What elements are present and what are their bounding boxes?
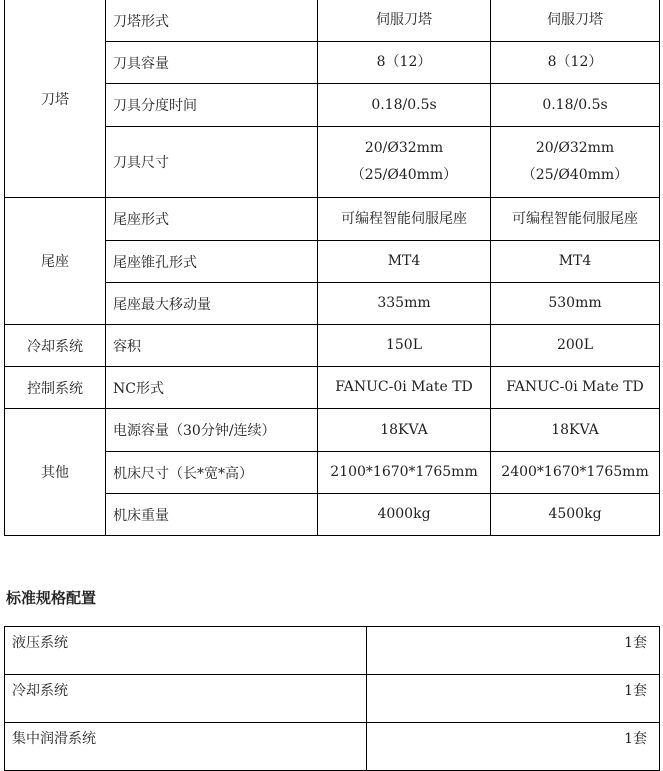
spec-value-line: MT4 [387,253,421,269]
spec-value-model-a [318,0,491,42]
spec-item: 容积 [106,325,318,367]
spec-row [5,367,660,409]
spec-value-line: 可编程智能伺服尾座 [341,210,467,227]
config-name: 液压系统 [5,627,367,675]
spec-value-line: MT4 [558,253,592,269]
config-row [5,723,660,771]
spec-value-line: （25/Ø40mm） [350,167,458,183]
config-quantity: 1套 [367,675,660,723]
spec-item: 尾座最大移动量 [106,283,318,325]
spec-value-model-b [491,198,660,241]
config-quantity: 1套 [367,627,660,675]
spec-value-model-a [318,494,491,536]
spec-value-line: FANUC-0i Mate TD [506,379,644,395]
config-name: 冷却系统 [5,675,367,723]
spec-item: 尾座锥孔形式 [106,241,318,283]
spec-value-line: 8（12） [376,54,432,70]
spec-value-line: 4000kg [377,506,431,522]
spec-table [4,0,660,536]
spec-item: 机床重量 [106,494,318,536]
config-quantity: 1套 [367,723,660,771]
spec-value-model-a [318,367,491,409]
spec-value-line: 伺服刀塔 [376,12,432,28]
spec-row [5,198,660,241]
spec-value-line: 2400*1670*1765mm [501,464,649,480]
spec-row [5,0,660,42]
spec-value-line: 0.18/0.5s [371,96,437,113]
spec-category: 其他 [5,409,106,536]
spec-row [5,325,660,367]
spec-value-line: 18KVA [380,421,428,438]
spec-value-model-b [491,42,660,84]
spec-value-line: 8（12） [547,54,603,70]
standard-config-table [4,626,660,771]
spec-value-line: （25/Ø40mm） [521,167,629,183]
spec-value-model-a [318,198,491,241]
spec-value-line: 4500kg [548,506,602,522]
spec-value-model-b [491,494,660,536]
spec-value-model-b [491,325,660,367]
spec-item: 刀具尺寸 [106,127,318,198]
spec-value-line: 18KVA [551,421,599,438]
spec-value-model-b [491,84,660,127]
spec-value-model-a [318,325,491,367]
spec-value-line: 20/Ø32mm [364,140,444,156]
spec-value-model-b [491,241,660,283]
spec-value-model-a [318,42,491,84]
spec-category: 控制系统 [5,367,106,409]
spec-value-line: 20/Ø32mm [535,140,615,156]
spec-value-line: 2100*1670*1765mm [330,464,478,480]
spec-item: 刀塔形式 [106,0,318,42]
spec-value-model-b [491,452,660,494]
spec-value-line: 530mm [548,295,602,311]
section-title: 标准规格配置 [6,589,97,607]
spec-item: 刀具容量 [106,42,318,84]
spec-item: NC形式 [106,367,318,409]
spec-value-model-b [491,283,660,325]
spec-value-line: FANUC-0i Mate TD [335,379,473,395]
spec-value-line: 150L [385,337,423,353]
spec-value-model-b [491,127,660,198]
config-row [5,675,660,723]
spec-value-model-a [318,452,491,494]
spec-category: 刀塔 [5,0,106,198]
spec-item: 电源容量（30分钟/连续） [106,409,318,452]
spec-row [5,409,660,452]
spec-value-line: 可编程智能伺服尾座 [512,210,638,227]
spec-category: 尾座 [5,198,106,325]
spec-value-model-a [318,283,491,325]
spec-value-line: 伺服刀塔 [547,12,603,28]
spec-value-model-a [318,84,491,127]
spec-category: 冷却系统 [5,325,106,367]
spec-item: 刀具分度时间 [106,84,318,127]
spec-value-model-a [318,409,491,452]
spec-value-model-a [318,127,491,198]
spec-value-model-b [491,367,660,409]
spec-value-model-b [491,0,660,42]
spec-value-line: 0.18/0.5s [542,96,608,113]
config-row [5,627,660,675]
spec-value-model-b [491,409,660,452]
spec-value-model-a [318,241,491,283]
config-name: 集中润滑系统 [5,723,367,771]
spec-item: 机床尺寸（长*宽*高） [106,452,318,494]
spec-value-line: 200L [556,337,594,353]
spec-value-line: 335mm [377,295,431,311]
spec-item: 尾座形式 [106,198,318,241]
